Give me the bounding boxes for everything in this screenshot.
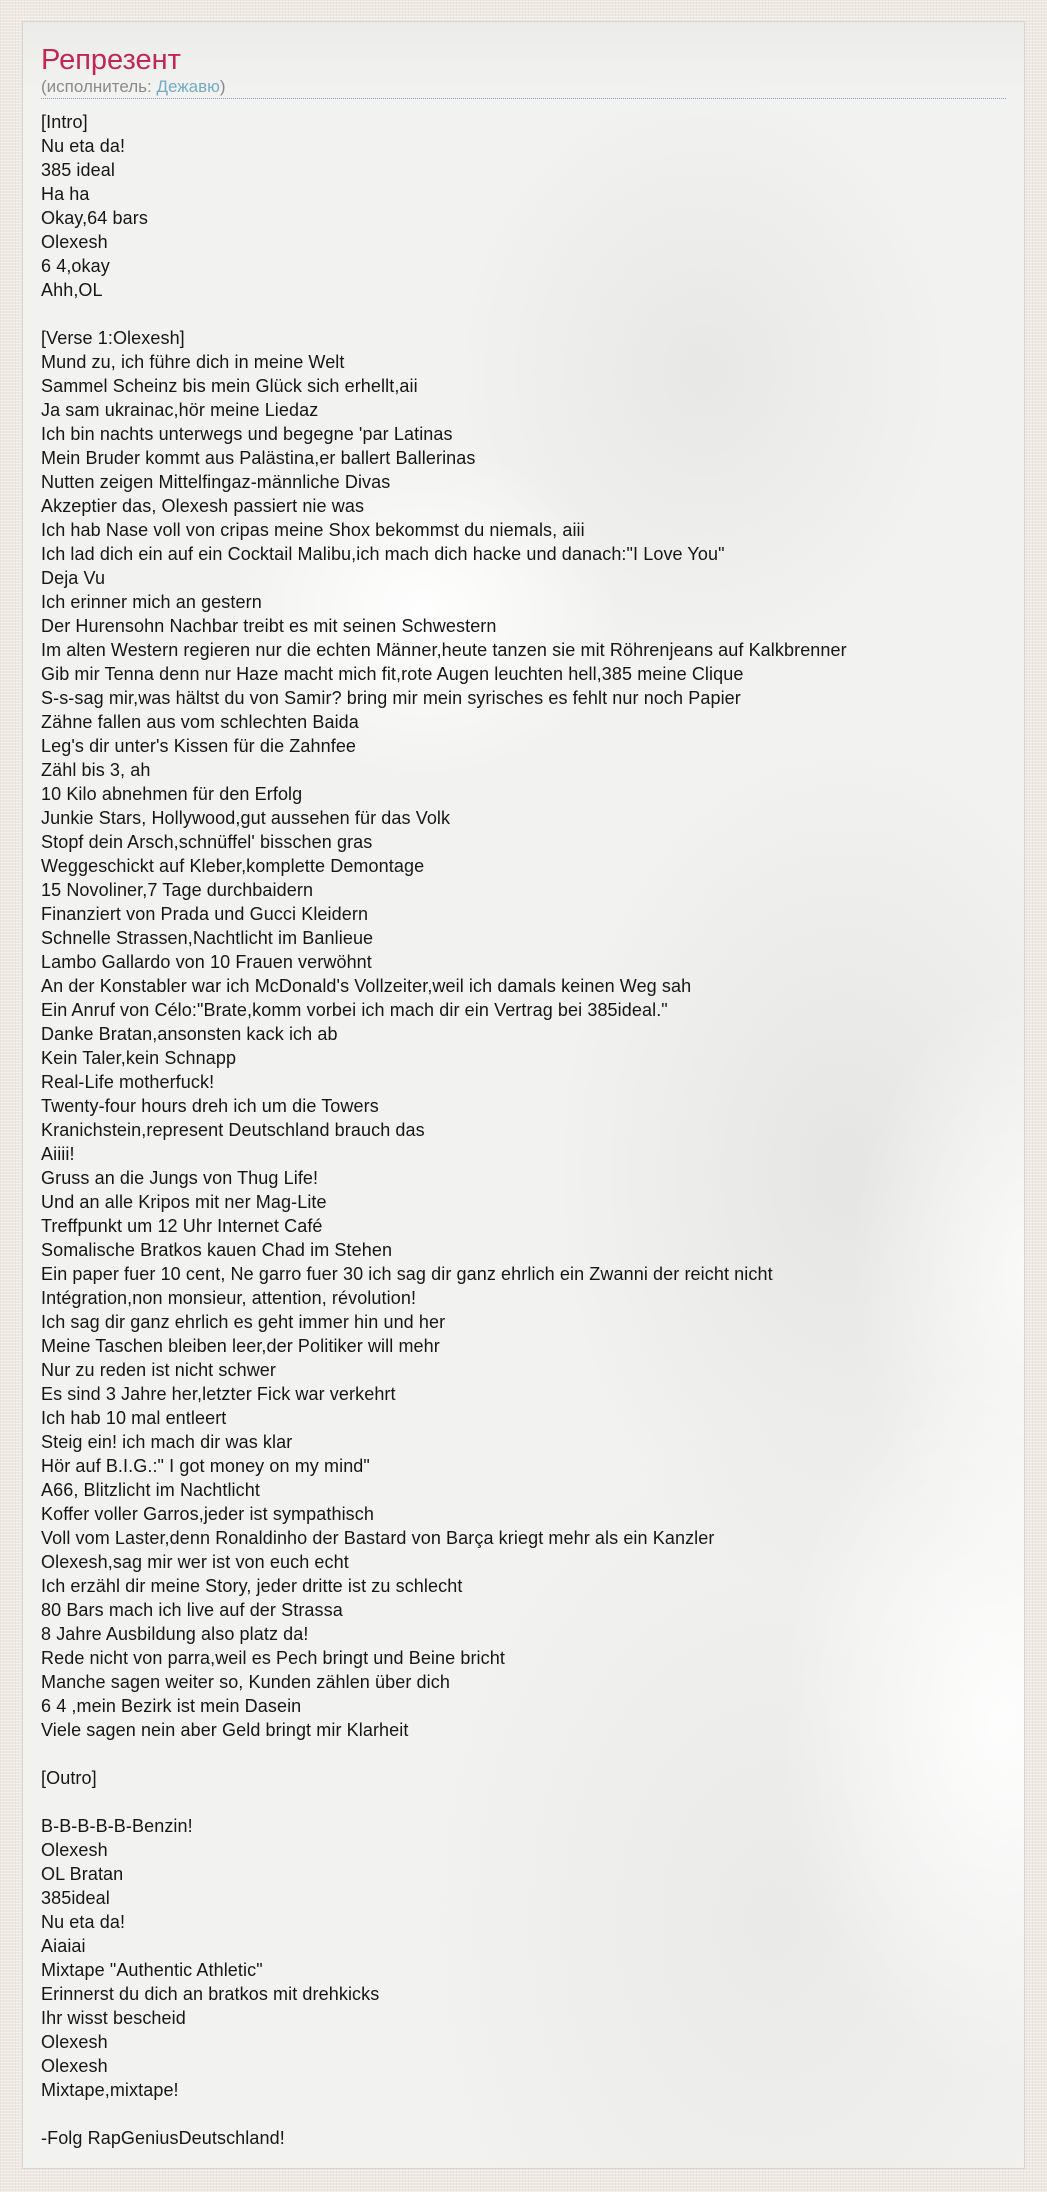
- lyrics-line: Ich bin nachts unterwegs und begegne 'par Latinas: [41, 424, 453, 444]
- lyrics-line: Mund zu, ich führe dich in meine Welt: [41, 352, 345, 372]
- lyrics-line: Deja Vu: [41, 568, 106, 588]
- lyrics-line: Junkie Stars, Hollywood,gut aussehen für das Volk: [41, 808, 451, 828]
- lyrics-line: An der Konstabler war ich McDonald's Vollzeiter,weil ich damals keinen Weg sah: [41, 976, 692, 996]
- song-header: [41, 44, 1006, 99]
- lyrics-line: Olexesh,sag mir wer ist von euch echt: [41, 1552, 349, 1572]
- lyrics-line: Hör auf B.I.G.:" I got money on my mind": [41, 1456, 370, 1476]
- lyrics-line: Real-Life motherfuck!: [41, 1072, 215, 1092]
- lyrics-line: Weggeschickt auf Kleber,komplette Demontage: [41, 856, 425, 876]
- lyrics-line: [Outro]: [41, 1768, 97, 1788]
- lyrics-line: Ich sag dir ganz ehrlich es geht immer hin und her: [41, 1312, 446, 1332]
- lyrics-line: 6 4,okay: [41, 256, 110, 276]
- lyrics-line: Ein Anruf von Célo:"Brate,komm vorbei ich mach dir ein Vertrag bei 385ideal.": [41, 1000, 668, 1020]
- lyrics-line: Stopf dein Arsch,schnüffel' bisschen gras: [41, 832, 373, 852]
- lyrics-line: [41, 1742, 1006, 1766]
- lyrics-line: Gruss an die Jungs von Thug Life!: [41, 1168, 319, 1188]
- lyrics-line: Leg's dir unter's Kissen für die Zahnfee: [41, 736, 357, 756]
- lyrics-panel: [22, 21, 1025, 2169]
- lyrics-line: Erinnerst du dich an bratkos mit drehkicks: [41, 1984, 380, 2004]
- lyrics-line: S-s-sag mir,was hältst du von Samir? bring mir mein syrisches es fehlt nur noch Papier: [41, 688, 741, 708]
- artist-link[interactable]: Дежавю: [156, 77, 220, 96]
- lyrics-line: Voll vom Laster,denn Ronaldinho der Bastard von Barça kriegt mehr als ein Kanzler: [41, 1528, 715, 1548]
- lyrics-line: Kranichstein,represent Deutschland brauch das: [41, 1120, 425, 1140]
- song-title: Репрезент: [41, 44, 181, 76]
- lyrics-line: Mixtape "Authentic Athletic": [41, 1960, 263, 1980]
- artist-label-suffix: ): [219, 77, 226, 96]
- lyrics-line: Meine Taschen bleiben leer,der Politiker will mehr: [41, 1336, 440, 1356]
- lyrics-line: Sammel Scheinz bis mein Glück sich erhellt,aii: [41, 376, 418, 396]
- lyrics-line: Mixtape,mixtape!: [41, 2080, 179, 2100]
- lyrics-line: Olexesh: [41, 2032, 108, 2052]
- lyrics-line: Ja sam ukrainac,hör meine Liedaz: [41, 400, 319, 420]
- lyrics-line: Olexesh: [41, 232, 108, 252]
- lyrics-line: Nur zu reden ist nicht schwer: [41, 1360, 276, 1380]
- lyrics-line: OL Bratan: [41, 1864, 124, 1884]
- lyrics-line: B-B-B-B-B-Benzin!: [41, 1816, 193, 1836]
- lyrics-line: Schnelle Strassen,Nachtlicht im Banlieue: [41, 928, 374, 948]
- lyrics-line: Steig ein! ich mach dir was klar: [41, 1432, 293, 1452]
- lyrics-line: Finanziert von Prada und Gucci Kleidern: [41, 904, 369, 924]
- lyrics-line: Olexesh: [41, 1840, 108, 1860]
- lyrics-line: Danke Bratan,ansonsten kack ich ab: [41, 1024, 338, 1044]
- artist-row: [41, 77, 1006, 99]
- lyrics-line: 6 4 ,mein Bezirk ist mein Dasein: [41, 1696, 302, 1716]
- lyrics-line: Ich hab 10 mal entleert: [41, 1408, 227, 1428]
- lyrics-line: Lambo Gallardo von 10 Frauen verwöhnt: [41, 952, 372, 972]
- lyrics-line: Akzeptier das, Olexesh passiert nie was: [41, 496, 365, 516]
- lyrics-line: Der Hurensohn Nachbar treibt es mit seinen Schwestern: [41, 616, 497, 636]
- lyrics-line: [41, 302, 1006, 326]
- lyrics-line: -Folg RapGeniusDeutschland!: [41, 2128, 285, 2148]
- lyrics-line: Zähl bis 3, ah: [41, 760, 151, 780]
- lyrics-line: 8 Jahre Ausbildung also platz da!: [41, 1624, 309, 1644]
- lyrics-line: 385ideal: [41, 1888, 110, 1908]
- lyrics-line: [Verse 1:Olexesh]: [41, 328, 185, 348]
- lyrics-line: Mein Bruder kommt aus Palästina,er ballert Ballerinas: [41, 448, 476, 468]
- lyrics-line: Zähne fallen aus vom schlechten Baida: [41, 712, 359, 732]
- lyrics-line: Manche sagen weiter so, Kunden zählen über dich: [41, 1672, 450, 1692]
- lyrics-line: A66, Blitzlicht im Nachtlicht: [41, 1480, 260, 1500]
- lyrics-line: Gib mir Tenna denn nur Haze macht mich fit,rote Augen leuchten hell,385 meine Clique: [41, 664, 744, 684]
- artist-label-prefix: (исполнитель:: [41, 77, 157, 96]
- lyrics-line: Somalische Bratkos kauen Chad im Stehen: [41, 1240, 393, 1260]
- lyrics-line: Nu eta da!: [41, 136, 126, 156]
- lyrics-line: Ich hab Nase voll von cripas meine Shox bekommst du niemals, aiii: [41, 520, 585, 540]
- lyrics-line: Und an alle Kripos mit ner Mag-Lite: [41, 1192, 327, 1212]
- lyrics-line: Ein paper fuer 10 cent, Ne garro fuer 30 ich sag dir ganz ehrlich ein Zwanni der reicht nicht: [41, 1264, 773, 1284]
- lyrics-line: Ich erzähl dir meine Story, jeder dritte ist zu schlecht: [41, 1576, 463, 1596]
- lyrics-line: 10 Kilo abnehmen für den Erfolg: [41, 784, 303, 804]
- lyrics-line: Im alten Western regieren nur die echten Männer,heute tanzen sie mit Röhrenjeans auf Kalkbrenner: [41, 640, 847, 660]
- lyrics-line: Es sind 3 Jahre her,letzter Fick war verkehrt: [41, 1384, 396, 1404]
- lyrics-line: Okay,64 bars: [41, 208, 148, 228]
- lyrics-line: Aiiii!: [41, 1144, 75, 1164]
- lyrics-line: Ahh,OL: [41, 280, 103, 300]
- lyrics-text: [41, 110, 1006, 2150]
- lyrics-line: Treffpunkt um 12 Uhr Internet Café: [41, 1216, 323, 1236]
- lyrics-line: Nu eta da!: [41, 1912, 126, 1932]
- lyrics-line: Nutten zeigen Mittelfingaz-männliche Divas: [41, 472, 391, 492]
- lyrics-line: Olexesh: [41, 2056, 108, 2076]
- lyrics-line: Aiaiai: [41, 1936, 86, 1956]
- lyrics-line: Kein Taler,kein Schnapp: [41, 1048, 237, 1068]
- lyrics-line: [Intro]: [41, 112, 88, 132]
- lyrics-line: Ich lad dich ein auf ein Cocktail Malibu,ich mach dich hacke und danach:"I Love You": [41, 544, 725, 564]
- lyrics-line: Ha ha: [41, 184, 90, 204]
- lyrics-line: 385 ideal: [41, 160, 115, 180]
- lyrics-line: 80 Bars mach ich live auf der Strassa: [41, 1600, 343, 1620]
- lyrics-line: Ihr wisst bescheid: [41, 2008, 186, 2028]
- lyrics-line: Ich erinner mich an gestern: [41, 592, 262, 612]
- lyrics-line: Intégration,non monsieur, attention, révolution!: [41, 1288, 417, 1308]
- lyrics-line: Rede nicht von parra,weil es Pech bringt und Beine bricht: [41, 1648, 505, 1668]
- lyrics-line: Koffer voller Garros,jeder ist sympathisch: [41, 1504, 374, 1524]
- lyrics-line: [41, 2102, 1006, 2126]
- lyrics-line: [41, 1790, 1006, 1814]
- lyrics-line: 15 Novoliner,7 Tage durchbaidern: [41, 880, 314, 900]
- lyrics-line: Viele sagen nein aber Geld bringt mir Klarheit: [41, 1720, 409, 1740]
- lyrics-line: Twenty-four hours dreh ich um die Towers: [41, 1096, 379, 1116]
